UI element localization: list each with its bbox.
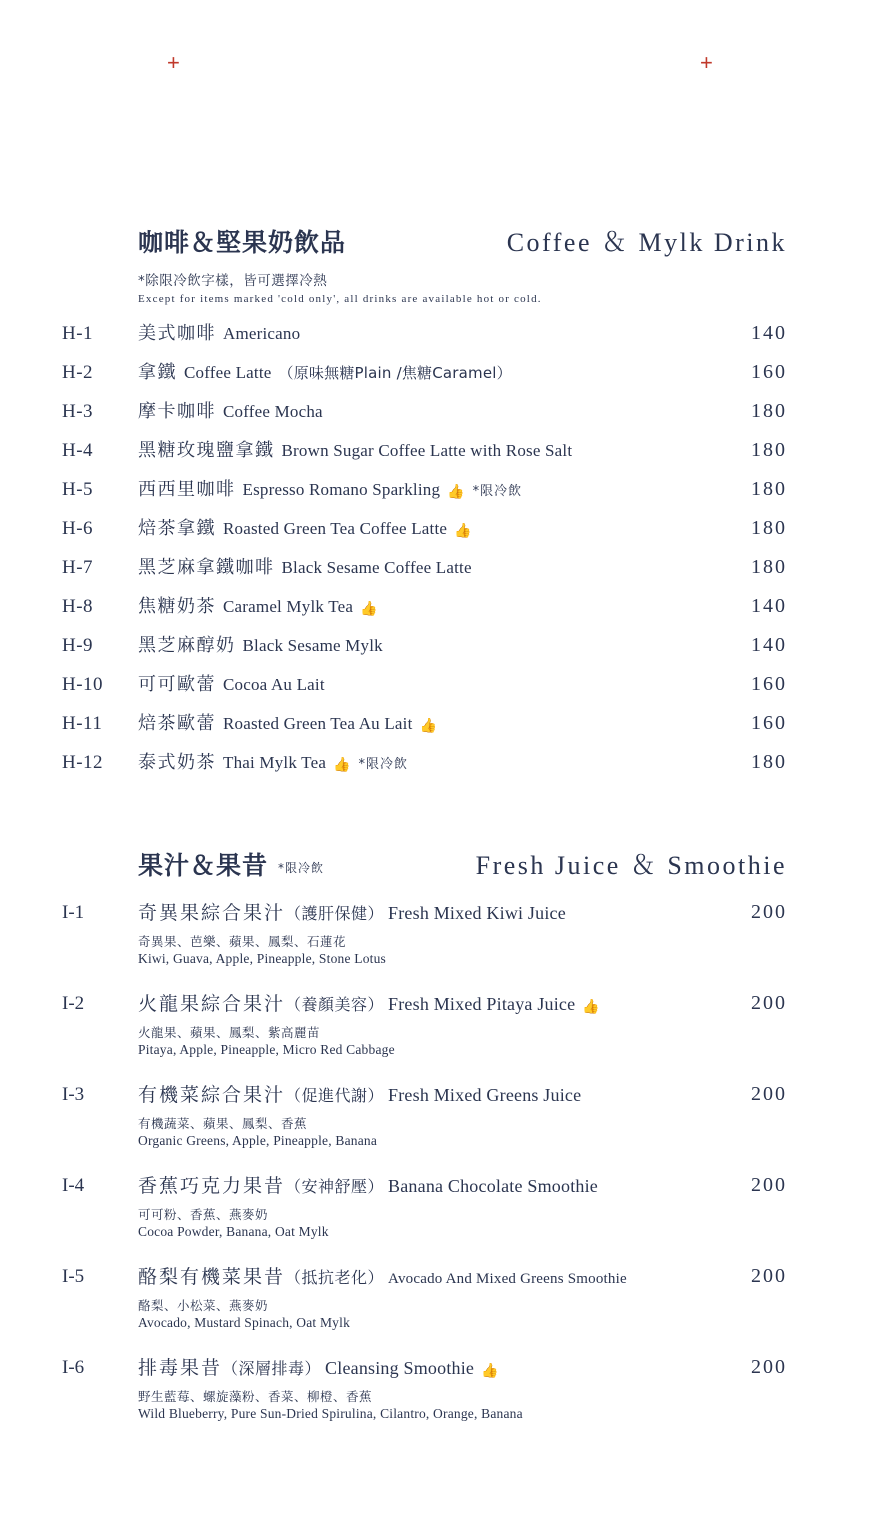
item-code: I-4 xyxy=(62,1175,85,1196)
item-code: H-8 xyxy=(62,596,94,617)
item-price: 180 xyxy=(751,400,787,422)
menu-item-row xyxy=(0,1080,883,1149)
item-code: H-10 xyxy=(62,674,104,695)
item-price: 160 xyxy=(751,361,787,383)
item-names xyxy=(138,553,727,579)
item-ingredients-cn: 可可粉、香蕉、燕麥奶 xyxy=(138,1207,269,1222)
item-price: 160 xyxy=(751,712,787,734)
section-title-note-juice: *限冷飲 xyxy=(278,861,325,875)
item-price: 200 xyxy=(751,1265,787,1287)
section-header-coffee xyxy=(0,222,883,259)
item-ingredients-cn: 酪梨、小松菜、燕麥奶 xyxy=(138,1298,269,1313)
item-name-cn: 可可歐蕾 xyxy=(138,674,216,695)
coffee-item-list xyxy=(0,319,883,787)
item-code: I-3 xyxy=(62,1084,85,1105)
cold-only-note: *限冷飲 xyxy=(358,757,409,772)
item-names xyxy=(138,436,727,462)
item-price: 180 xyxy=(751,517,787,539)
section-title-cn-juice: 果汁＆果昔 xyxy=(138,851,269,880)
section-coffee-mylk xyxy=(0,222,883,787)
top-spacer xyxy=(0,0,883,222)
item-name-cn: 排毒果昔 xyxy=(138,1357,223,1379)
item-code: I-2 xyxy=(62,993,85,1014)
item-name-en: Cleansing Smoothie xyxy=(325,1358,475,1378)
section-header-juice xyxy=(0,845,883,882)
thumbs-up-icon: 👍 xyxy=(582,1000,600,1015)
item-name-en: Cocoa Au Lait xyxy=(223,675,325,694)
menu-item-row xyxy=(0,358,883,397)
menu-item-row xyxy=(0,592,883,631)
item-benefit-note: （養顏美容） xyxy=(285,995,385,1014)
thumbs-up-icon: 👍 xyxy=(360,602,378,617)
item-name-en: Banana Chocolate Smoothie xyxy=(388,1176,598,1196)
item-code: H-3 xyxy=(62,401,94,422)
thumbs-up-icon: 👍 xyxy=(454,524,472,539)
item-price: 200 xyxy=(751,901,787,923)
item-name-en: Brown Sugar Coffee Latte with Rose Salt xyxy=(281,441,573,460)
menu-item-row xyxy=(0,397,883,436)
item-name-cn: 香蕉巧克力果昔 xyxy=(138,1175,286,1197)
menu-item-row xyxy=(0,1353,883,1422)
item-name-en: Coffee Mocha xyxy=(223,402,323,421)
thumbs-up-icon: 👍 xyxy=(481,1364,499,1379)
menu-item-row xyxy=(0,1262,883,1331)
item-price: 180 xyxy=(751,478,787,500)
item-name-cn: 焙茶歐蕾 xyxy=(138,713,216,734)
item-title xyxy=(138,1353,727,1380)
item-name-en: Fresh Mixed Greens Juice xyxy=(388,1085,582,1105)
menu-item-row xyxy=(0,475,883,514)
item-name-cn: 奇異果綜合果汁 xyxy=(138,902,286,924)
menu-item-row xyxy=(0,319,883,358)
item-name-cn: 黑芝麻醇奶 xyxy=(138,635,236,656)
item-names xyxy=(138,475,727,501)
item-name-en: Americano xyxy=(223,324,301,343)
item-price: 180 xyxy=(751,556,787,578)
item-names xyxy=(138,748,727,774)
item-body xyxy=(138,1353,727,1422)
item-name-en: Thai Mylk Tea xyxy=(223,753,327,772)
thumbs-up-icon: 👍 xyxy=(333,758,351,773)
item-name-en: Black Sesame Mylk xyxy=(242,636,383,655)
item-names xyxy=(138,358,727,384)
thumbs-up-icon: 👍 xyxy=(419,719,437,734)
item-title xyxy=(138,989,727,1016)
item-names xyxy=(138,397,727,423)
item-benefit-note: （抵抗老化） xyxy=(285,1268,385,1287)
item-code: I-5 xyxy=(62,1266,85,1287)
item-name-cn: 西西里咖啡 xyxy=(138,479,236,500)
menu-item-row xyxy=(0,1171,883,1240)
menu-item-row xyxy=(0,670,883,709)
section-gap xyxy=(0,787,883,845)
menu-item-row xyxy=(0,553,883,592)
section-title-en-juice: Fresh Juice ＆ Smoothie xyxy=(475,851,787,880)
crop-mark-right: + xyxy=(700,50,713,75)
item-price: 200 xyxy=(751,1083,787,1105)
item-body xyxy=(138,1080,727,1149)
item-name-cn: 酪梨有機菜果昔 xyxy=(138,1266,286,1288)
section-note-en: Except for items marked 'cold only', all drinks are available hot or cold. xyxy=(138,293,542,305)
item-benefit-note: （安神舒壓） xyxy=(285,1177,385,1196)
section-juice-smoothie xyxy=(0,845,883,1422)
item-name-en: Fresh Mixed Pitaya Juice xyxy=(388,994,576,1014)
menu-item-row xyxy=(0,436,883,475)
section-title-en: Coffee ＆ Mylk Drink xyxy=(506,228,787,257)
menu-item-row xyxy=(0,631,883,670)
item-price: 200 xyxy=(751,992,787,1014)
item-name-en: Black Sesame Coffee Latte xyxy=(281,558,472,577)
item-price: 200 xyxy=(751,1356,787,1378)
item-options: （原味無糖Plain /焦糖Caramel） xyxy=(278,364,512,382)
section-note-cn: *除限冷飲字樣，皆可選擇冷熱 xyxy=(138,273,328,289)
menu-item-row xyxy=(0,514,883,553)
item-ingredients-cn: 野生藍莓、螺旋藻粉、香菜、柳橙、香蕉 xyxy=(138,1389,373,1404)
item-name-en: Fresh Mixed Kiwi Juice xyxy=(388,903,566,923)
item-title xyxy=(138,898,727,925)
crop-mark-left: + xyxy=(167,50,180,75)
item-name-cn: 黑糖玫瑰鹽拿鐵 xyxy=(138,440,275,461)
item-code: H-9 xyxy=(62,635,94,656)
menu-item-row xyxy=(0,989,883,1058)
item-price: 180 xyxy=(751,751,787,773)
item-name-en: Roasted Green Tea Au Lait xyxy=(223,714,413,733)
item-code: H-2 xyxy=(62,362,94,383)
item-code: I-6 xyxy=(62,1357,85,1378)
item-ingredients-cn: 火龍果、蘋果、鳳梨、紫高麗苗 xyxy=(138,1025,321,1040)
item-price: 140 xyxy=(751,322,787,344)
item-ingredients-en: Pitaya, Apple, Pineapple, Micro Red Cabbage xyxy=(138,1042,395,1057)
item-price: 140 xyxy=(751,595,787,617)
item-name-en: Coffee Latte xyxy=(184,363,272,382)
item-ingredients-cn: 奇異果、芭樂、蘋果、鳳梨、石蓮花 xyxy=(138,934,347,949)
item-body xyxy=(138,1171,727,1240)
item-title xyxy=(138,1171,727,1198)
item-name-cn: 泰式奶茶 xyxy=(138,752,216,773)
item-title xyxy=(138,1080,727,1107)
menu-item-row xyxy=(0,709,883,748)
item-price: 160 xyxy=(751,673,787,695)
item-benefit-note: （促進代謝） xyxy=(285,1086,385,1105)
item-names xyxy=(138,670,727,696)
item-code: I-1 xyxy=(62,902,85,923)
item-price: 180 xyxy=(751,439,787,461)
item-price: 200 xyxy=(751,1174,787,1196)
item-name-cn: 火龍果綜合果汁 xyxy=(138,993,286,1015)
item-code: H-7 xyxy=(62,557,94,578)
item-names xyxy=(138,514,727,540)
item-name-en: Roasted Green Tea Coffee Latte xyxy=(223,519,448,538)
item-name-en: Espresso Romano Sparkling xyxy=(242,480,441,499)
item-ingredients-en: Avocado, Mustard Spinach, Oat Mylk xyxy=(138,1315,351,1330)
item-body xyxy=(138,1262,727,1331)
item-name-en: Avocado And Mixed Greens Smoothie xyxy=(388,1271,627,1287)
item-names xyxy=(138,709,727,735)
item-ingredients-en: Organic Greens, Apple, Pineapple, Banana xyxy=(138,1133,378,1148)
juice-item-list xyxy=(0,898,883,1422)
item-ingredients-en: Wild Blueberry, Pure Sun-Dried Spirulina, Cilantro, Orange, Banana xyxy=(138,1406,523,1421)
item-ingredients-en: Cocoa Powder, Banana, Oat Mylk xyxy=(138,1224,329,1239)
item-names xyxy=(138,631,727,657)
item-name-en: Caramel Mylk Tea xyxy=(223,597,354,616)
item-code: H-1 xyxy=(62,323,94,344)
item-name-cn: 有機菜綜合果汁 xyxy=(138,1084,286,1106)
item-name-cn: 拿鐵 xyxy=(138,362,177,383)
item-code: H-11 xyxy=(62,713,103,734)
item-name-cn: 焦糖奶茶 xyxy=(138,596,216,617)
item-body xyxy=(138,989,727,1058)
item-name-cn: 美式咖啡 xyxy=(138,323,216,344)
item-price: 140 xyxy=(751,634,787,656)
item-name-cn: 黑芝麻拿鐵咖啡 xyxy=(138,557,275,578)
item-code: H-6 xyxy=(62,518,94,539)
item-title xyxy=(138,1262,727,1289)
item-benefit-note: （護肝保健） xyxy=(285,904,385,923)
item-names xyxy=(138,592,727,618)
thumbs-up-icon: 👍 xyxy=(447,485,465,500)
menu-item-row xyxy=(0,748,883,787)
menu-item-row xyxy=(0,898,883,967)
item-benefit-note: （深層排毒） xyxy=(222,1359,322,1378)
item-code: H-12 xyxy=(62,752,104,773)
item-names xyxy=(138,319,727,345)
item-code: H-4 xyxy=(62,440,94,461)
item-name-cn: 焙茶拿鐵 xyxy=(138,518,216,539)
item-body xyxy=(138,898,727,967)
item-ingredients-en: Kiwi, Guava, Apple, Pineapple, Stone Lotus xyxy=(138,951,386,966)
item-name-cn: 摩卡咖啡 xyxy=(138,401,216,422)
item-ingredients-cn: 有機蔬菜、蘋果、鳳梨、香蕉 xyxy=(138,1116,308,1131)
section-title-cn: 咖啡＆堅果奶飲品 xyxy=(138,228,347,257)
cold-only-note: *限冷飲 xyxy=(472,484,523,499)
item-code: H-5 xyxy=(62,479,94,500)
